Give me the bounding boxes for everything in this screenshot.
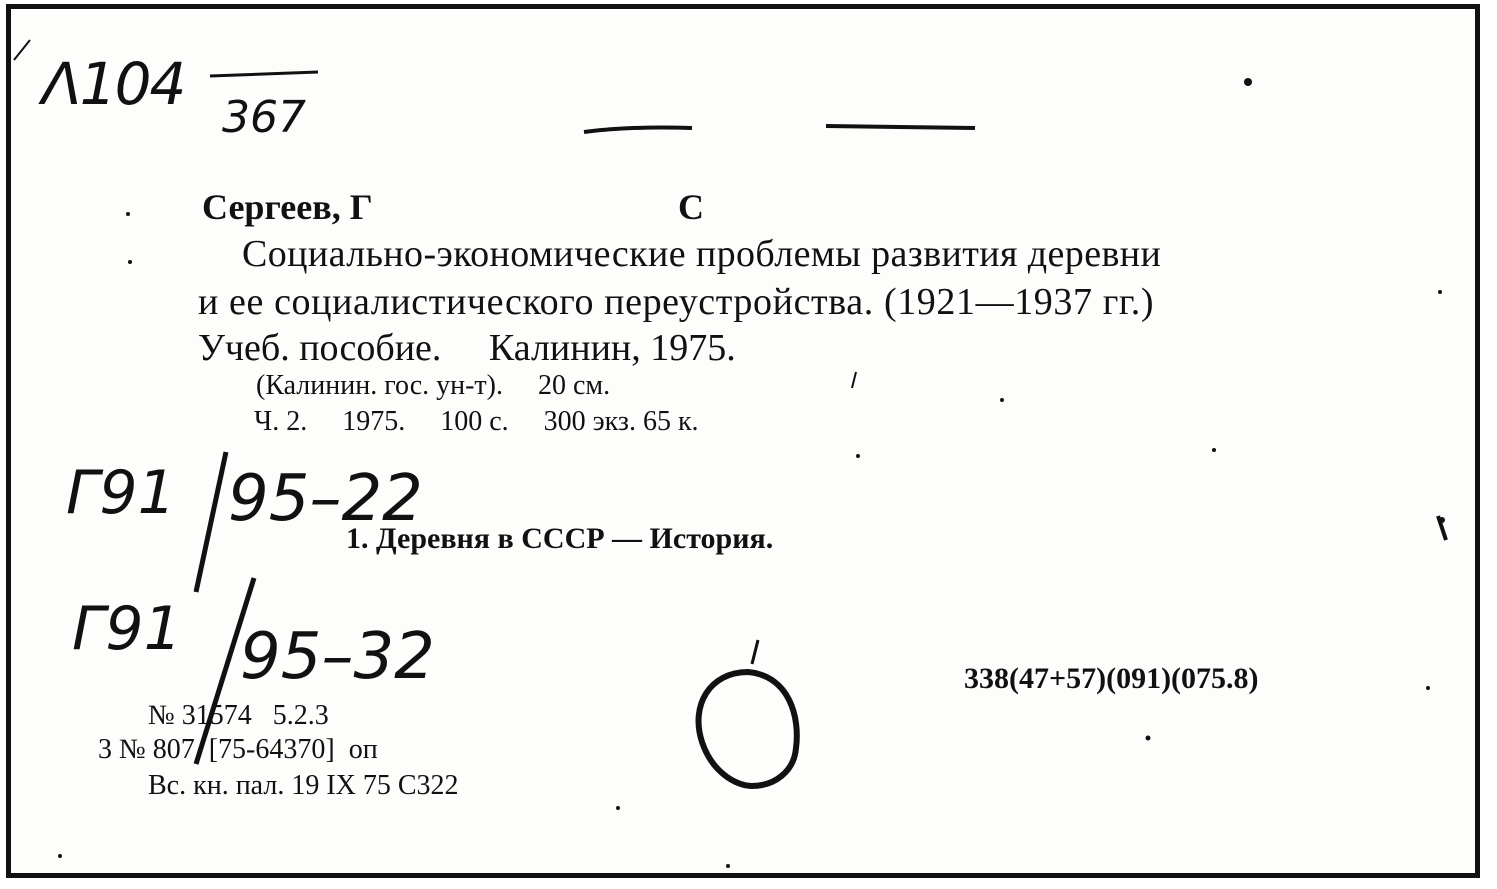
handwritten-code-2-left: Г91 <box>72 594 182 664</box>
series-line: (Калинин. гос. ун-т). 20 см. <box>256 370 611 401</box>
shelf-mark-sub: 367 <box>222 92 306 143</box>
imprint-line-1: № 31574 5.2.3 <box>148 700 329 731</box>
part-line: Ч. 2. 1975. 100 с. 300 экз. 65 к. <box>254 406 699 437</box>
title-line-3: Учеб. пособие. Калинин, 1975. <box>198 327 736 369</box>
title-line-2: и ее социалистического переустройства. (1921—1937 гг.) <box>198 281 1155 323</box>
handwritten-shelf-mark <box>42 50 184 118</box>
subject-heading: 1. Деревня в СССР — История. <box>346 522 774 555</box>
handwritten-code-1-right: 95–22 <box>228 462 423 536</box>
handwritten-code-1-left: Г91 <box>66 458 176 528</box>
section-letter: С <box>678 187 704 227</box>
imprint-line-3: Вс. кн. пал. 19 IX 75 С322 <box>148 770 459 801</box>
handwritten-code-2-right: 95–32 <box>240 620 435 694</box>
title-line-1: Социально-экономические проблемы развития деревни <box>242 233 1162 275</box>
shelf-mark-main: Λ104 <box>42 50 185 118</box>
classification: 338(47+57)(091)(075.8) <box>964 662 1259 695</box>
imprint-line-2: 3 № 807 [75-64370] оп <box>98 734 378 765</box>
author: Сергеев, Г <box>202 187 373 227</box>
